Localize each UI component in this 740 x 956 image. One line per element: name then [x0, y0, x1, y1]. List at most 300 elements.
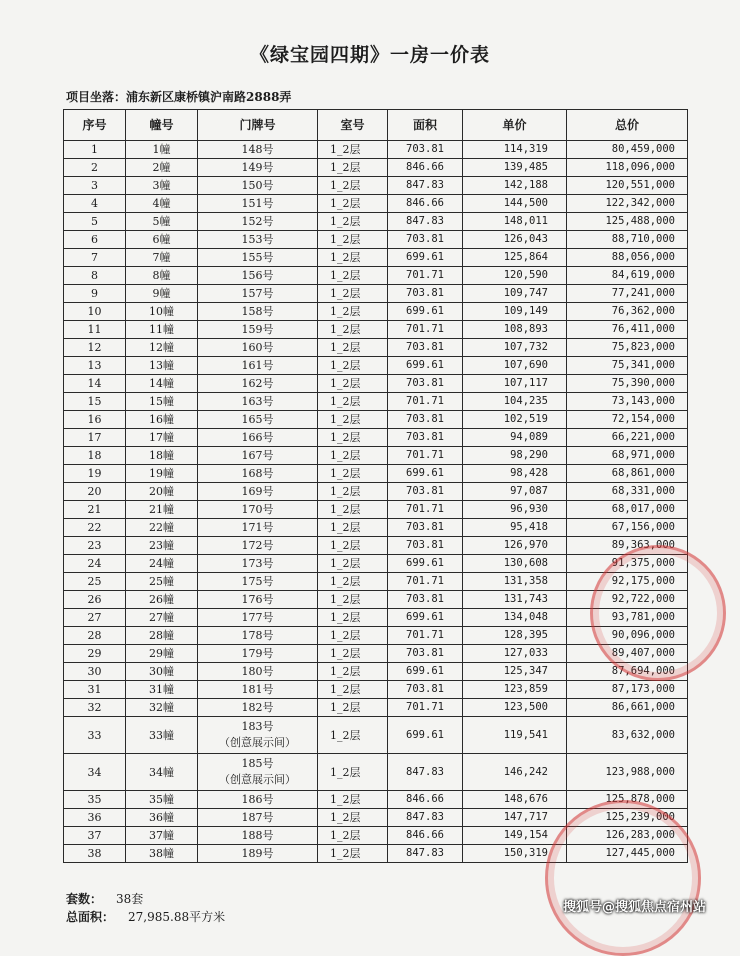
cell-unit-price: 94,089 — [463, 429, 567, 447]
cell-no: 30 — [64, 663, 126, 681]
table-row — [64, 754, 688, 791]
location-label: 项目坐落： — [66, 90, 127, 104]
cell-no: 23 — [64, 537, 126, 555]
cell-room: 1_2层 — [318, 339, 388, 357]
cell-building: 30幢 — [126, 663, 198, 681]
cell-total-price: 68,017,000 — [567, 501, 688, 519]
cell-door: 148号 — [198, 141, 318, 159]
cell-building: 31幢 — [126, 681, 198, 699]
cell-no: 10 — [64, 303, 126, 321]
cell-area: 703.81 — [388, 231, 463, 249]
cell-door: 149号 — [198, 159, 318, 177]
cell-area: 703.81 — [388, 537, 463, 555]
count-value: 38套 — [116, 892, 144, 906]
cell-door — [198, 754, 318, 791]
cell-room: 1_2层 — [318, 429, 388, 447]
table-row — [64, 663, 688, 681]
cell-area: 701.71 — [388, 267, 463, 285]
cell-building: 16幢 — [126, 411, 198, 429]
cell-area: 699.61 — [388, 663, 463, 681]
cell-unit-price: 128,395 — [463, 627, 567, 645]
cell-total-price: 118,096,000 — [567, 159, 688, 177]
cell-room: 1_2层 — [318, 537, 388, 555]
cell-no: 24 — [64, 555, 126, 573]
cell-area: 846.66 — [388, 827, 463, 845]
cell-no: 5 — [64, 213, 126, 231]
cell-total-price: 89,363,000 — [567, 537, 688, 555]
cell-total-price: 89,407,000 — [567, 645, 688, 663]
cell-door: 173号 — [198, 555, 318, 573]
cell-total-price: 73,143,000 — [567, 393, 688, 411]
cell-building: 22幢 — [126, 519, 198, 537]
cell-unit-price: 102,519 — [463, 411, 567, 429]
cell-room: 1_2层 — [318, 717, 388, 754]
cell-no: 35 — [64, 791, 126, 809]
cell-no: 22 — [64, 519, 126, 537]
cell-door: 157号 — [198, 285, 318, 303]
cell-no: 1 — [64, 141, 126, 159]
cell-no: 28 — [64, 627, 126, 645]
cell-total-price: 75,341,000 — [567, 357, 688, 375]
cell-building: 4幢 — [126, 195, 198, 213]
cell-total-price: 125,239,000 — [567, 809, 688, 827]
cell-unit-price: 108,893 — [463, 321, 567, 339]
table-row — [64, 699, 688, 717]
cell-building: 37幢 — [126, 827, 198, 845]
cell-area: 703.81 — [388, 519, 463, 537]
cell-room: 1_2层 — [318, 573, 388, 591]
cell-room: 1_2层 — [318, 591, 388, 609]
cell-no: 20 — [64, 483, 126, 501]
cell-unit-price: 149,154 — [463, 827, 567, 845]
door-number: 185号 — [241, 757, 274, 770]
red-seal-stamp — [590, 545, 726, 681]
area-label: 总面积： — [66, 910, 115, 924]
cell-building: 27幢 — [126, 609, 198, 627]
cell-no: 14 — [64, 375, 126, 393]
cell-building: 34幢 — [126, 754, 198, 791]
cell-door: 160号 — [198, 339, 318, 357]
cell-total-price: 90,096,000 — [567, 627, 688, 645]
cell-unit-price: 148,676 — [463, 791, 567, 809]
cell-building: 9幢 — [126, 285, 198, 303]
cell-building: 17幢 — [126, 429, 198, 447]
project-location — [66, 88, 291, 105]
cell-total-price: 125,488,000 — [567, 213, 688, 231]
cell-door: 171号 — [198, 519, 318, 537]
cell-total-price: 88,056,000 — [567, 249, 688, 267]
cell-no: 18 — [64, 447, 126, 465]
door-note: （创意展示间） — [219, 773, 296, 786]
cell-building: 1幢 — [126, 141, 198, 159]
table-row — [64, 645, 688, 663]
cell-area: 699.61 — [388, 357, 463, 375]
cell-door: 186号 — [198, 791, 318, 809]
cell-building: 3幢 — [126, 177, 198, 195]
door-number: 183号 — [241, 720, 274, 733]
cell-no: 11 — [64, 321, 126, 339]
header-building: 幢号 — [126, 110, 198, 141]
cell-door: 176号 — [198, 591, 318, 609]
cell-no: 29 — [64, 645, 126, 663]
cell-area: 847.83 — [388, 754, 463, 791]
cell-unit-price: 139,485 — [463, 159, 567, 177]
table-row — [64, 555, 688, 573]
cell-building: 8幢 — [126, 267, 198, 285]
cell-building: 26幢 — [126, 591, 198, 609]
cell-door: 188号 — [198, 827, 318, 845]
cell-total-price: 84,619,000 — [567, 267, 688, 285]
table-row — [64, 159, 688, 177]
cell-room: 1_2层 — [318, 699, 388, 717]
cell-no: 26 — [64, 591, 126, 609]
cell-area: 847.83 — [388, 845, 463, 863]
cell-door: 181号 — [198, 681, 318, 699]
table-row — [64, 177, 688, 195]
cell-area: 701.71 — [388, 573, 463, 591]
cell-no: 9 — [64, 285, 126, 303]
cell-door: 172号 — [198, 537, 318, 555]
cell-room: 1_2层 — [318, 809, 388, 827]
cell-building: 24幢 — [126, 555, 198, 573]
cell-building: 13幢 — [126, 357, 198, 375]
cell-building: 19幢 — [126, 465, 198, 483]
cell-building: 14幢 — [126, 375, 198, 393]
cell-door: 168号 — [198, 465, 318, 483]
cell-door: 152号 — [198, 213, 318, 231]
cell-unit-price: 146,242 — [463, 754, 567, 791]
red-seal-stamp — [545, 800, 701, 956]
table-row — [64, 465, 688, 483]
cell-building: 38幢 — [126, 845, 198, 863]
cell-no: 2 — [64, 159, 126, 177]
cell-no: 32 — [64, 699, 126, 717]
cell-room: 1_2层 — [318, 267, 388, 285]
cell-no: 15 — [64, 393, 126, 411]
cell-no: 37 — [64, 827, 126, 845]
table-row — [64, 357, 688, 375]
cell-room: 1_2层 — [318, 555, 388, 573]
cell-area: 701.71 — [388, 447, 463, 465]
cell-door: 165号 — [198, 411, 318, 429]
cell-door: 161号 — [198, 357, 318, 375]
cell-room: 1_2层 — [318, 159, 388, 177]
cell-door: 158号 — [198, 303, 318, 321]
table-row — [64, 447, 688, 465]
cell-unit-price: 97,087 — [463, 483, 567, 501]
header-door: 门牌号 — [198, 110, 318, 141]
cell-building: 7幢 — [126, 249, 198, 267]
cell-building: 21幢 — [126, 501, 198, 519]
cell-building: 11幢 — [126, 321, 198, 339]
cell-total-price: 88,710,000 — [567, 231, 688, 249]
cell-door: 150号 — [198, 177, 318, 195]
cell-area: 703.81 — [388, 411, 463, 429]
cell-total-price: 75,823,000 — [567, 339, 688, 357]
cell-area: 703.81 — [388, 483, 463, 501]
cell-unit-price: 109,149 — [463, 303, 567, 321]
cell-area: 699.61 — [388, 717, 463, 754]
cell-no: 8 — [64, 267, 126, 285]
cell-area: 703.81 — [388, 285, 463, 303]
cell-unit-price: 131,743 — [463, 591, 567, 609]
cell-room: 1_2层 — [318, 213, 388, 231]
cell-door: 170号 — [198, 501, 318, 519]
cell-no: 36 — [64, 809, 126, 827]
cell-room: 1_2层 — [318, 465, 388, 483]
document-title: 《绿宝园四期》一房一价表 — [249, 44, 490, 66]
cell-building: 15幢 — [126, 393, 198, 411]
cell-unit-price: 125,864 — [463, 249, 567, 267]
cell-no: 19 — [64, 465, 126, 483]
table-row — [64, 213, 688, 231]
cell-room: 1_2层 — [318, 195, 388, 213]
cell-area: 703.81 — [388, 681, 463, 699]
cell-no: 25 — [64, 573, 126, 591]
table-header-row — [64, 110, 688, 141]
cell-unit-price: 144,500 — [463, 195, 567, 213]
cell-no: 33 — [64, 717, 126, 754]
cell-door: 175号 — [198, 573, 318, 591]
cell-door: 182号 — [198, 699, 318, 717]
table-row — [64, 321, 688, 339]
cell-door: 162号 — [198, 375, 318, 393]
cell-total-price: 66,221,000 — [567, 429, 688, 447]
cell-total-price: 68,331,000 — [567, 483, 688, 501]
cell-room: 1_2层 — [318, 285, 388, 303]
cell-total-price: 122,342,000 — [567, 195, 688, 213]
table-row — [64, 717, 688, 754]
cell-unit-price: 134,048 — [463, 609, 567, 627]
cell-total-price: 127,445,000 — [567, 845, 688, 863]
cell-building: 20幢 — [126, 483, 198, 501]
cell-door: 159号 — [198, 321, 318, 339]
table-row — [64, 519, 688, 537]
cell-area: 699.61 — [388, 249, 463, 267]
cell-room: 1_2层 — [318, 249, 388, 267]
cell-room: 1_2层 — [318, 645, 388, 663]
door-note: （创意展示间） — [219, 736, 296, 749]
table-row — [64, 483, 688, 501]
cell-door: 187号 — [198, 809, 318, 827]
cell-door: 166号 — [198, 429, 318, 447]
table-row — [64, 393, 688, 411]
cell-area: 703.81 — [388, 339, 463, 357]
cell-room: 1_2层 — [318, 519, 388, 537]
cell-area: 846.66 — [388, 195, 463, 213]
watermark-text: 搜狐号@搜狐焦点宿州站 — [563, 900, 707, 915]
cell-unit-price: 107,117 — [463, 375, 567, 393]
cell-no: 38 — [64, 845, 126, 863]
header-unit-price: 单价 — [463, 110, 567, 141]
cell-total-price: 87,173,000 — [567, 681, 688, 699]
cell-area: 699.61 — [388, 465, 463, 483]
table-row — [64, 681, 688, 699]
cell-room: 1_2层 — [318, 827, 388, 845]
cell-building: 35幢 — [126, 791, 198, 809]
cell-total-price: 86,661,000 — [567, 699, 688, 717]
table-row — [64, 141, 688, 159]
cell-no: 12 — [64, 339, 126, 357]
cell-door: 151号 — [198, 195, 318, 213]
cell-total-price: 87,694,000 — [567, 663, 688, 681]
cell-total-price: 76,362,000 — [567, 303, 688, 321]
summary-count — [66, 890, 143, 907]
table-row — [64, 411, 688, 429]
cell-unit-price: 95,418 — [463, 519, 567, 537]
cell-unit-price: 130,608 — [463, 555, 567, 573]
cell-no: 4 — [64, 195, 126, 213]
cell-area: 701.71 — [388, 699, 463, 717]
cell-area: 846.66 — [388, 791, 463, 809]
cell-door: 153号 — [198, 231, 318, 249]
cell-total-price: 123,988,000 — [567, 754, 688, 791]
cell-no: 34 — [64, 754, 126, 791]
table-row — [64, 375, 688, 393]
cell-total-price: 80,459,000 — [567, 141, 688, 159]
cell-total-price: 92,722,000 — [567, 591, 688, 609]
cell-room: 1_2层 — [318, 375, 388, 393]
cell-total-price: 91,375,000 — [567, 555, 688, 573]
cell-area: 703.81 — [388, 645, 463, 663]
price-table — [63, 109, 688, 863]
cell-unit-price: 127,033 — [463, 645, 567, 663]
cell-unit-price: 142,188 — [463, 177, 567, 195]
cell-area: 847.83 — [388, 177, 463, 195]
cell-room: 1_2层 — [318, 447, 388, 465]
cell-unit-price: 148,011 — [463, 213, 567, 231]
cell-total-price: 76,411,000 — [567, 321, 688, 339]
cell-building: 23幢 — [126, 537, 198, 555]
cell-building: 28幢 — [126, 627, 198, 645]
table-row — [64, 231, 688, 249]
cell-no: 13 — [64, 357, 126, 375]
cell-no: 6 — [64, 231, 126, 249]
cell-no: 16 — [64, 411, 126, 429]
cell-total-price: 68,861,000 — [567, 465, 688, 483]
cell-room: 1_2层 — [318, 845, 388, 863]
cell-building: 6幢 — [126, 231, 198, 249]
cell-no: 21 — [64, 501, 126, 519]
cell-building: 25幢 — [126, 573, 198, 591]
table-row — [64, 429, 688, 447]
cell-total-price: 72,154,000 — [567, 411, 688, 429]
cell-area: 699.61 — [388, 609, 463, 627]
cell-unit-price: 109,747 — [463, 285, 567, 303]
cell-door: 156号 — [198, 267, 318, 285]
cell-room: 1_2层 — [318, 791, 388, 809]
cell-unit-price: 119,541 — [463, 717, 567, 754]
cell-total-price: 126,283,000 — [567, 827, 688, 845]
cell-unit-price: 98,290 — [463, 447, 567, 465]
cell-no: 17 — [64, 429, 126, 447]
cell-area: 701.71 — [388, 627, 463, 645]
cell-door — [198, 717, 318, 754]
cell-area: 847.83 — [388, 213, 463, 231]
cell-door: 155号 — [198, 249, 318, 267]
cell-room: 1_2层 — [318, 321, 388, 339]
cell-room: 1_2层 — [318, 231, 388, 249]
cell-building: 32幢 — [126, 699, 198, 717]
cell-building: 12幢 — [126, 339, 198, 357]
cell-unit-price: 123,859 — [463, 681, 567, 699]
cell-room: 1_2层 — [318, 681, 388, 699]
cell-unit-price: 104,235 — [463, 393, 567, 411]
cell-room: 1_2层 — [318, 411, 388, 429]
cell-total-price: 92,175,000 — [567, 573, 688, 591]
cell-building: 5幢 — [126, 213, 198, 231]
table-row — [64, 285, 688, 303]
cell-room: 1_2层 — [318, 754, 388, 791]
cell-area: 701.71 — [388, 501, 463, 519]
cell-area: 847.83 — [388, 809, 463, 827]
header-total-price: 总价 — [567, 110, 688, 141]
cell-room: 1_2层 — [318, 393, 388, 411]
cell-total-price: 93,781,000 — [567, 609, 688, 627]
cell-room: 1_2层 — [318, 501, 388, 519]
cell-unit-price: 107,732 — [463, 339, 567, 357]
header-no: 序号 — [64, 110, 126, 141]
cell-room: 1_2层 — [318, 483, 388, 501]
cell-area: 703.81 — [388, 375, 463, 393]
cell-door: 167号 — [198, 447, 318, 465]
cell-door: 177号 — [198, 609, 318, 627]
count-label: 套数： — [66, 892, 103, 906]
header-room: 室号 — [318, 110, 388, 141]
cell-unit-price: 150,319 — [463, 845, 567, 863]
cell-area: 846.66 — [388, 159, 463, 177]
cell-unit-price: 126,970 — [463, 537, 567, 555]
cell-unit-price: 125,347 — [463, 663, 567, 681]
cell-total-price: 83,632,000 — [567, 717, 688, 754]
cell-no: 27 — [64, 609, 126, 627]
cell-total-price: 125,878,000 — [567, 791, 688, 809]
cell-area: 703.81 — [388, 591, 463, 609]
cell-room: 1_2层 — [318, 177, 388, 195]
table-row — [64, 249, 688, 267]
cell-door: 179号 — [198, 645, 318, 663]
area-value: 27,985.88平方米 — [128, 910, 226, 924]
cell-unit-price: 107,690 — [463, 357, 567, 375]
cell-unit-price: 147,717 — [463, 809, 567, 827]
cell-building: 36幢 — [126, 809, 198, 827]
cell-unit-price: 114,319 — [463, 141, 567, 159]
cell-total-price: 77,241,000 — [567, 285, 688, 303]
table-row — [64, 195, 688, 213]
cell-unit-price: 98,428 — [463, 465, 567, 483]
cell-unit-price: 126,043 — [463, 231, 567, 249]
cell-area: 699.61 — [388, 303, 463, 321]
cell-room: 1_2层 — [318, 663, 388, 681]
cell-total-price: 120,551,000 — [567, 177, 688, 195]
cell-area: 701.71 — [388, 321, 463, 339]
cell-room: 1_2层 — [318, 627, 388, 645]
cell-building: 33幢 — [126, 717, 198, 754]
cell-area: 701.71 — [388, 393, 463, 411]
cell-building: 18幢 — [126, 447, 198, 465]
cell-unit-price: 96,930 — [463, 501, 567, 519]
cell-area: 699.61 — [388, 555, 463, 573]
cell-door: 178号 — [198, 627, 318, 645]
cell-room: 1_2层 — [318, 141, 388, 159]
cell-building: 10幢 — [126, 303, 198, 321]
cell-unit-price: 120,590 — [463, 267, 567, 285]
cell-no: 7 — [64, 249, 126, 267]
cell-unit-price: 123,500 — [463, 699, 567, 717]
cell-no: 31 — [64, 681, 126, 699]
cell-room: 1_2层 — [318, 303, 388, 321]
cell-total-price: 68,971,000 — [567, 447, 688, 465]
